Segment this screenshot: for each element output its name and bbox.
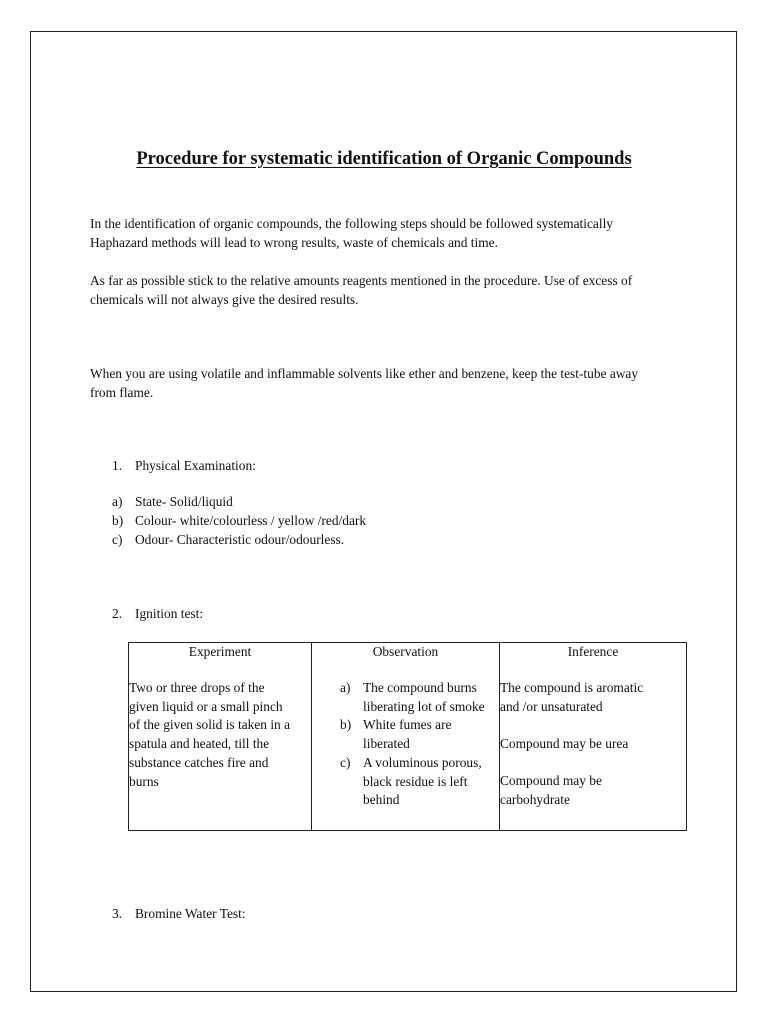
section-1-title: Physical Examination: xyxy=(135,458,256,473)
ignition-test-table xyxy=(128,642,687,831)
column-header-experiment: Experiment xyxy=(129,643,312,662)
table-row xyxy=(129,661,687,831)
section-2-number: 2. xyxy=(112,606,123,621)
solvents-line-1: When you are using volatile and inflammable solvents like ether and benzene, keep the test-tube away xyxy=(90,366,639,381)
section-1-number: 1. xyxy=(112,458,123,473)
amounts-line-1: As far as possible stick to the relative amounts reagents mentioned in the procedure. Use of excess of xyxy=(90,273,633,288)
observation-item: c) A voluminous porous, black residue is left behind xyxy=(340,754,482,808)
inference-item: The compound is aromatic and /or unsaturated xyxy=(500,680,644,714)
section-3-heading xyxy=(112,904,246,923)
amounts-paragraph xyxy=(90,271,690,309)
solvents-paragraph xyxy=(90,364,690,402)
list-item: c) Odour- Characteristic odour/odourless. xyxy=(112,532,345,547)
section-3-number: 3. xyxy=(112,906,123,921)
solvents-line-2: from flame. xyxy=(90,385,154,400)
physical-examination-list xyxy=(112,492,366,549)
inference-cell xyxy=(500,661,687,831)
intro-paragraph xyxy=(90,214,690,252)
page-title: Procedure for systematic identification of Organic Compounds xyxy=(136,149,632,169)
table-header-row xyxy=(129,643,687,662)
section-1-heading xyxy=(112,456,256,475)
section-3-title: Bromine Water Test: xyxy=(135,906,246,921)
section-2-heading xyxy=(112,604,203,623)
inference-item: Compound may be carbohydrate xyxy=(500,773,602,808)
column-header-observation: Observation xyxy=(312,643,500,662)
observation-item: b) White fumes are liberated xyxy=(340,717,452,752)
amounts-line-2: chemicals will not always give the desired results. xyxy=(90,292,359,307)
column-header-inference: Inference xyxy=(500,643,687,662)
list-item: a) State- Solid/liquid xyxy=(112,494,233,509)
section-2-title: Ignition test: xyxy=(135,606,204,621)
intro-line-2: Haphazard methods will lead to wrong results, waste of chemicals and time. xyxy=(90,235,498,250)
observation-item: a) The compound burns liberating lot of smoke xyxy=(340,680,485,714)
inference-item: Compound may be urea xyxy=(500,736,629,752)
observation-cell xyxy=(312,661,500,831)
experiment-cell: Two or three drops of the given liquid or a small pinch of the given solid is taken in a spatula and heated, till the substance catches fire and burns xyxy=(129,661,312,831)
intro-line-1: In the identification of organic compounds, the following steps should be followed systematically xyxy=(90,216,613,231)
list-item: b) Colour- white/colourless / yellow /red/dark xyxy=(112,513,367,528)
